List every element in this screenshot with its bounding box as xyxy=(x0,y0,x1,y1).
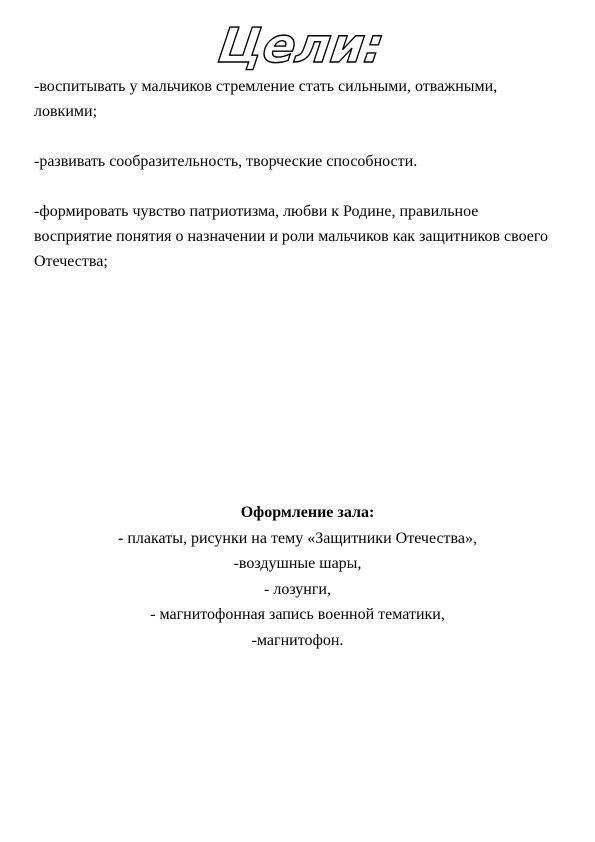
page-title-wordart xyxy=(0,12,595,74)
hall-item: -магнитофон. xyxy=(251,631,344,649)
hall-item-text: плакаты, рисунки на тему «Защитники Отечества», xyxy=(123,529,477,547)
goal-item: -формировать чувство патриотизма, любви к Родине, правильное восприятие понятия о назначении и роли мальчиков как защитников своего Отечества; xyxy=(34,203,549,270)
hall-item: - магнитофонная запись военной тематики, xyxy=(150,606,445,623)
hall-item xyxy=(0,526,595,552)
goals-list xyxy=(34,74,554,299)
hall-item-dash: - xyxy=(118,529,124,547)
wordart-title-graphic xyxy=(0,12,595,74)
hall-decoration-section xyxy=(0,500,595,653)
hall-item: - лозунги, xyxy=(264,580,331,598)
hall-decoration-heading: Оформление зала: xyxy=(240,504,375,521)
hall-item: -воздушные шары, xyxy=(233,555,362,572)
goal-item: -развивать сообразительность, творческие способности. xyxy=(34,153,418,170)
goal-item: -воспитывать у мальчиков стремление стать сильными, отважными, ловкими; xyxy=(34,78,498,120)
page-title: Цели: xyxy=(214,18,388,74)
